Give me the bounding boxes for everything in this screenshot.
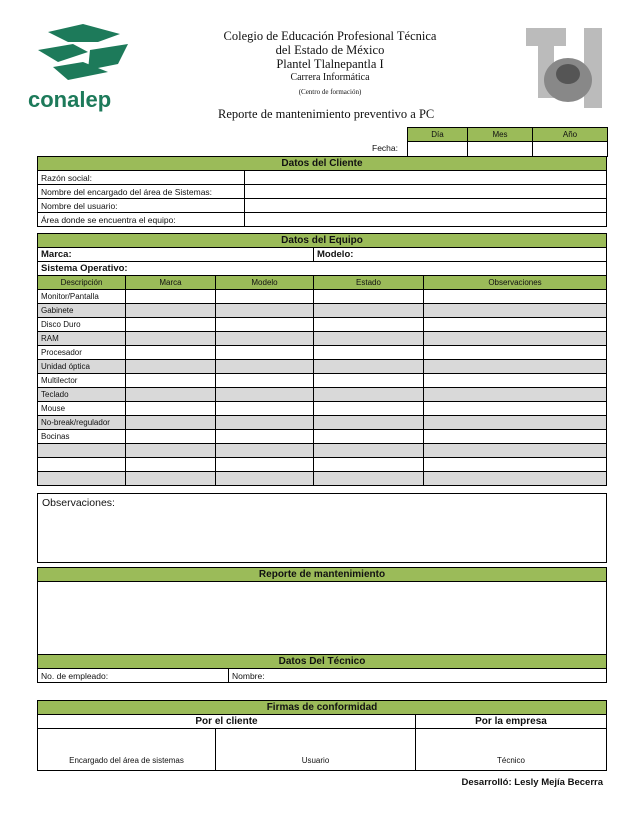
item-cell[interactable] bbox=[126, 402, 216, 416]
item-label: Unidad óptica bbox=[38, 360, 126, 374]
por-cliente-header: Por el cliente bbox=[38, 715, 416, 729]
item-cell[interactable] bbox=[126, 360, 216, 374]
empleado-field[interactable]: No. de empleado: bbox=[38, 669, 229, 683]
item-cell[interactable] bbox=[126, 346, 216, 360]
item-cell[interactable] bbox=[216, 458, 314, 472]
col-marca: Marca bbox=[126, 276, 216, 290]
col-observaciones: Observaciones bbox=[424, 276, 607, 290]
item-cell[interactable] bbox=[216, 444, 314, 458]
dia-header: Día bbox=[408, 128, 468, 142]
item-cell[interactable] bbox=[424, 416, 607, 430]
item-cell[interactable] bbox=[314, 332, 424, 346]
item-label: Gabinete bbox=[38, 304, 126, 318]
item-cell[interactable] bbox=[216, 318, 314, 332]
item-cell[interactable] bbox=[424, 360, 607, 374]
item-cell[interactable] bbox=[126, 304, 216, 318]
conalep-emblem-icon bbox=[28, 22, 138, 84]
item-label: Monitor/Pantalla bbox=[38, 290, 126, 304]
header-line2: del Estado de México bbox=[275, 43, 385, 57]
item-cell[interactable] bbox=[314, 346, 424, 360]
cliente-table bbox=[37, 156, 607, 227]
item-label bbox=[38, 472, 126, 486]
item-cell[interactable] bbox=[126, 430, 216, 444]
item-cell[interactable] bbox=[424, 472, 607, 486]
col-estado: Estado bbox=[314, 276, 424, 290]
item-cell[interactable] bbox=[424, 332, 607, 346]
encargado-label: Nombre del encargado del área de Sistemas: bbox=[38, 185, 245, 199]
item-label: Bocinas bbox=[38, 430, 126, 444]
item-cell[interactable] bbox=[216, 374, 314, 388]
item-cell[interactable] bbox=[314, 388, 424, 402]
item-cell[interactable] bbox=[314, 304, 424, 318]
item-label: Procesador bbox=[38, 346, 126, 360]
item-cell[interactable] bbox=[216, 332, 314, 346]
item-cell[interactable] bbox=[126, 332, 216, 346]
modelo-label[interactable]: Modelo: bbox=[314, 248, 607, 262]
item-label: Teclado bbox=[38, 388, 126, 402]
item-cell[interactable] bbox=[216, 402, 314, 416]
item-cell[interactable] bbox=[126, 290, 216, 304]
area-field[interactable] bbox=[245, 213, 607, 227]
fecha-table bbox=[407, 127, 608, 157]
footer-author: Desarrolló: Lesly Mejía Becerra bbox=[461, 777, 603, 788]
firmas-section-title: Firmas de conformidad bbox=[38, 701, 607, 715]
cliente-section-title: Datos del Cliente bbox=[38, 157, 607, 171]
observaciones-label: Observaciones: bbox=[42, 497, 115, 509]
logo-wordmark: conalep bbox=[28, 87, 112, 112]
header-line3: Plantel Tlalnepantla I bbox=[276, 57, 384, 71]
conalep-logo bbox=[28, 22, 138, 112]
item-cell[interactable] bbox=[424, 430, 607, 444]
item-cell[interactable] bbox=[424, 318, 607, 332]
item-cell[interactable] bbox=[216, 472, 314, 486]
item-cell[interactable] bbox=[424, 290, 607, 304]
item-label: RAM bbox=[38, 332, 126, 346]
item-cell[interactable] bbox=[314, 374, 424, 388]
item-cell[interactable] bbox=[216, 360, 314, 374]
item-cell[interactable] bbox=[424, 444, 607, 458]
item-cell[interactable] bbox=[424, 458, 607, 472]
item-cell[interactable] bbox=[424, 346, 607, 360]
item-cell[interactable] bbox=[126, 374, 216, 388]
item-cell[interactable] bbox=[314, 402, 424, 416]
item-cell[interactable] bbox=[216, 304, 314, 318]
fecha-label: Fecha: bbox=[372, 143, 398, 153]
item-cell[interactable] bbox=[216, 290, 314, 304]
wolf-icon bbox=[522, 22, 614, 114]
item-cell[interactable] bbox=[314, 472, 424, 486]
item-cell[interactable] bbox=[314, 360, 424, 374]
item-cell[interactable] bbox=[314, 430, 424, 444]
item-cell[interactable] bbox=[126, 444, 216, 458]
header-line5: (Centro de formación) bbox=[298, 88, 362, 96]
firma-usuario[interactable]: Usuario bbox=[216, 729, 416, 771]
item-cell[interactable] bbox=[314, 458, 424, 472]
por-empresa-header: Por la empresa bbox=[416, 715, 607, 729]
item-cell[interactable] bbox=[126, 388, 216, 402]
item-cell[interactable] bbox=[314, 290, 424, 304]
razon-social-label: Razón social: bbox=[38, 171, 245, 185]
usuario-field[interactable] bbox=[245, 199, 607, 213]
item-cell[interactable] bbox=[126, 472, 216, 486]
razon-social-field[interactable] bbox=[245, 171, 607, 185]
firma-tecnico[interactable]: Técnico bbox=[416, 729, 607, 771]
nombre-field[interactable]: Nombre: bbox=[229, 669, 607, 683]
header-line4: Carrera Informática bbox=[290, 72, 370, 83]
item-label: Disco Duro bbox=[38, 318, 126, 332]
header-line1: Colegio de Educación Profesional Técnica bbox=[223, 29, 437, 43]
school-badge bbox=[522, 22, 614, 114]
item-label: Mouse bbox=[38, 402, 126, 416]
firma-encargado[interactable]: Encargado del área de sistemas bbox=[38, 729, 216, 771]
equipo-section-title: Datos del Equipo bbox=[38, 234, 607, 248]
item-cell[interactable] bbox=[424, 374, 607, 388]
item-cell[interactable] bbox=[126, 416, 216, 430]
item-cell[interactable] bbox=[314, 318, 424, 332]
dia-field[interactable] bbox=[408, 142, 468, 157]
equipo-table bbox=[37, 233, 607, 486]
col-modelo: Modelo bbox=[216, 276, 314, 290]
report-title: Reporte de mantenimiento preventivo a PC bbox=[218, 107, 435, 121]
reporte-textarea[interactable] bbox=[37, 581, 607, 655]
anio-header: Año bbox=[533, 128, 608, 142]
item-cell[interactable] bbox=[424, 402, 607, 416]
item-cell[interactable] bbox=[216, 430, 314, 444]
tecnico-section-title: Datos Del Técnico bbox=[38, 655, 607, 669]
item-label bbox=[38, 444, 126, 458]
observaciones-box[interactable] bbox=[37, 493, 607, 563]
item-cell[interactable] bbox=[424, 304, 607, 318]
sistema-label[interactable]: Sistema Operativo: bbox=[38, 262, 607, 276]
item-cell[interactable] bbox=[126, 318, 216, 332]
item-cell[interactable] bbox=[216, 388, 314, 402]
item-cell[interactable] bbox=[126, 458, 216, 472]
anio-field[interactable] bbox=[533, 142, 608, 157]
item-cell[interactable] bbox=[314, 416, 424, 430]
tecnico-table bbox=[37, 654, 607, 683]
item-cell[interactable] bbox=[216, 346, 314, 360]
item-cell[interactable] bbox=[424, 388, 607, 402]
marca-label[interactable]: Marca: bbox=[38, 248, 314, 262]
area-label: Área donde se encuentra el equipo: bbox=[38, 213, 245, 227]
mes-field[interactable] bbox=[468, 142, 533, 157]
item-cell[interactable] bbox=[314, 444, 424, 458]
firmas-table bbox=[37, 700, 607, 771]
reporte-section-title: Reporte de mantenimiento bbox=[37, 567, 607, 582]
item-label: Multilector bbox=[38, 374, 126, 388]
item-cell[interactable] bbox=[216, 416, 314, 430]
mes-header: Mes bbox=[468, 128, 533, 142]
usuario-label: Nombre del usuario: bbox=[38, 199, 245, 213]
item-label: No-break/regulador bbox=[38, 416, 126, 430]
item-label bbox=[38, 458, 126, 472]
col-descripcion: Descripción bbox=[38, 276, 126, 290]
encargado-field[interactable] bbox=[245, 185, 607, 199]
